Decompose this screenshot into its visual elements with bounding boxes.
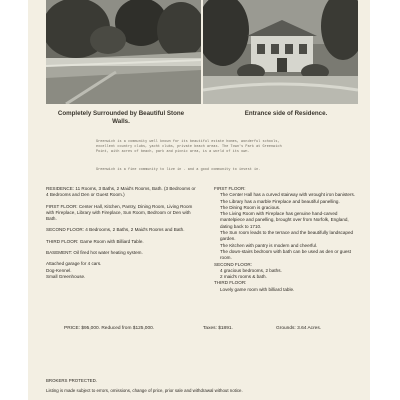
first-floor-detail: The Dining Room is gracious. — [220, 204, 281, 210]
blurb-invest: Greenwich is a fine community to live in - and a good community to invest in. — [96, 168, 261, 172]
extra-garage: Attached garage for 4 cars. — [46, 261, 102, 267]
basement-summary: BASEMENT: Oil fired hot water heating system. — [46, 250, 143, 256]
first-floor-detail: The Kitchen with pantry is modern and cheerful. — [220, 242, 318, 248]
first-floor-detail: The Living Room with Fireplace has genuine hand-carved mantelpiece and panelling, brought over from Norfolk, England, dating back to 1710. — [220, 211, 349, 229]
photo-stone-walls-image — [46, 0, 201, 104]
residence-summary: RESIDENCE: 11 Rooms, 3 Baths, 2 Maid's Rooms, Bath. (3 Bedrooms or 4 Bedrooms and Den or Guest Room.) — [46, 186, 196, 198]
taxes-text: Taxes: $1891. — [203, 326, 233, 331]
extra-kennel: Dog-Kennel. — [46, 267, 72, 273]
photo-stone-walls — [46, 0, 201, 104]
first-floor-summary: FIRST FLOOR: Center Hall, Kitchen, Pantry, Dining Room, Living Room with Fireplace, Library with Fireplace, Sun Room, Bedroom or Den with Bath. — [46, 203, 193, 222]
blurb-greenwich: Greenwich is a community well known for its beautiful estate homes, wonderful schools, excellent country clubs, yacht clubs, private beach areas. The Town's Park at Greenwich Point, with acres of beach, park and picnic area, is a world of its own. — [96, 140, 282, 154]
caption-entrance: Entrance side of Residence. — [244, 110, 328, 117]
grounds-text: Grounds: 3.64 Acres. — [276, 326, 322, 331]
third-floor-summary: THIRD FLOOR: Game Room with Billiard Table. — [46, 238, 144, 244]
extra-greenhouse: Small Greenhouse. — [46, 273, 86, 279]
photo-residence-entrance-image — [203, 0, 358, 104]
third-floor-detail: Lovely game room with billiard table. — [220, 286, 295, 292]
second-floor-heading: SECOND FLOOR: — [214, 261, 253, 267]
first-floor-detail: The Library has a marble Fireplace and beautiful panelling. — [220, 198, 340, 204]
second-floor-summary: SECOND FLOOR: 4 Bedrooms, 2 Baths, 2 Maid's Rooms and Bath. — [46, 227, 185, 233]
photo-residence-entrance — [203, 0, 358, 104]
first-floor-detail: The down-stairs bedroom with bath can be used as den or guest room. — [220, 248, 351, 261]
second-floor-detail: 4 gracious bedrooms, 2 baths. — [220, 267, 282, 273]
detail-column — [214, 186, 360, 293]
caption-stone-walls: Completely Surrounded by Beautiful Stone Walls. — [57, 110, 185, 125]
price-text: PRICE: $95,000. Reduced from $125,000. — [64, 326, 155, 331]
third-floor-heading: THIRD FLOOR: — [214, 280, 247, 286]
listing-sheet — [28, 0, 370, 400]
summary-column — [46, 186, 196, 280]
first-floor-heading: FIRST FLOOR: — [214, 186, 246, 191]
first-floor-detail: The Center Hall has a curved stairway with wrought iron banisters. — [220, 192, 356, 198]
brokers-protected: BROKERS PROTECTED. — [46, 378, 97, 383]
second-floor-detail: 2 maid's rooms & bath. — [220, 274, 267, 280]
listing-disclaimer: Listing is made subject to errors, omissions, change of price, prior sale and withdrawal without notice. — [46, 388, 243, 393]
first-floor-detail: The Sun room leads to the terrace and the beautifully landscaped garden. — [220, 230, 354, 242]
